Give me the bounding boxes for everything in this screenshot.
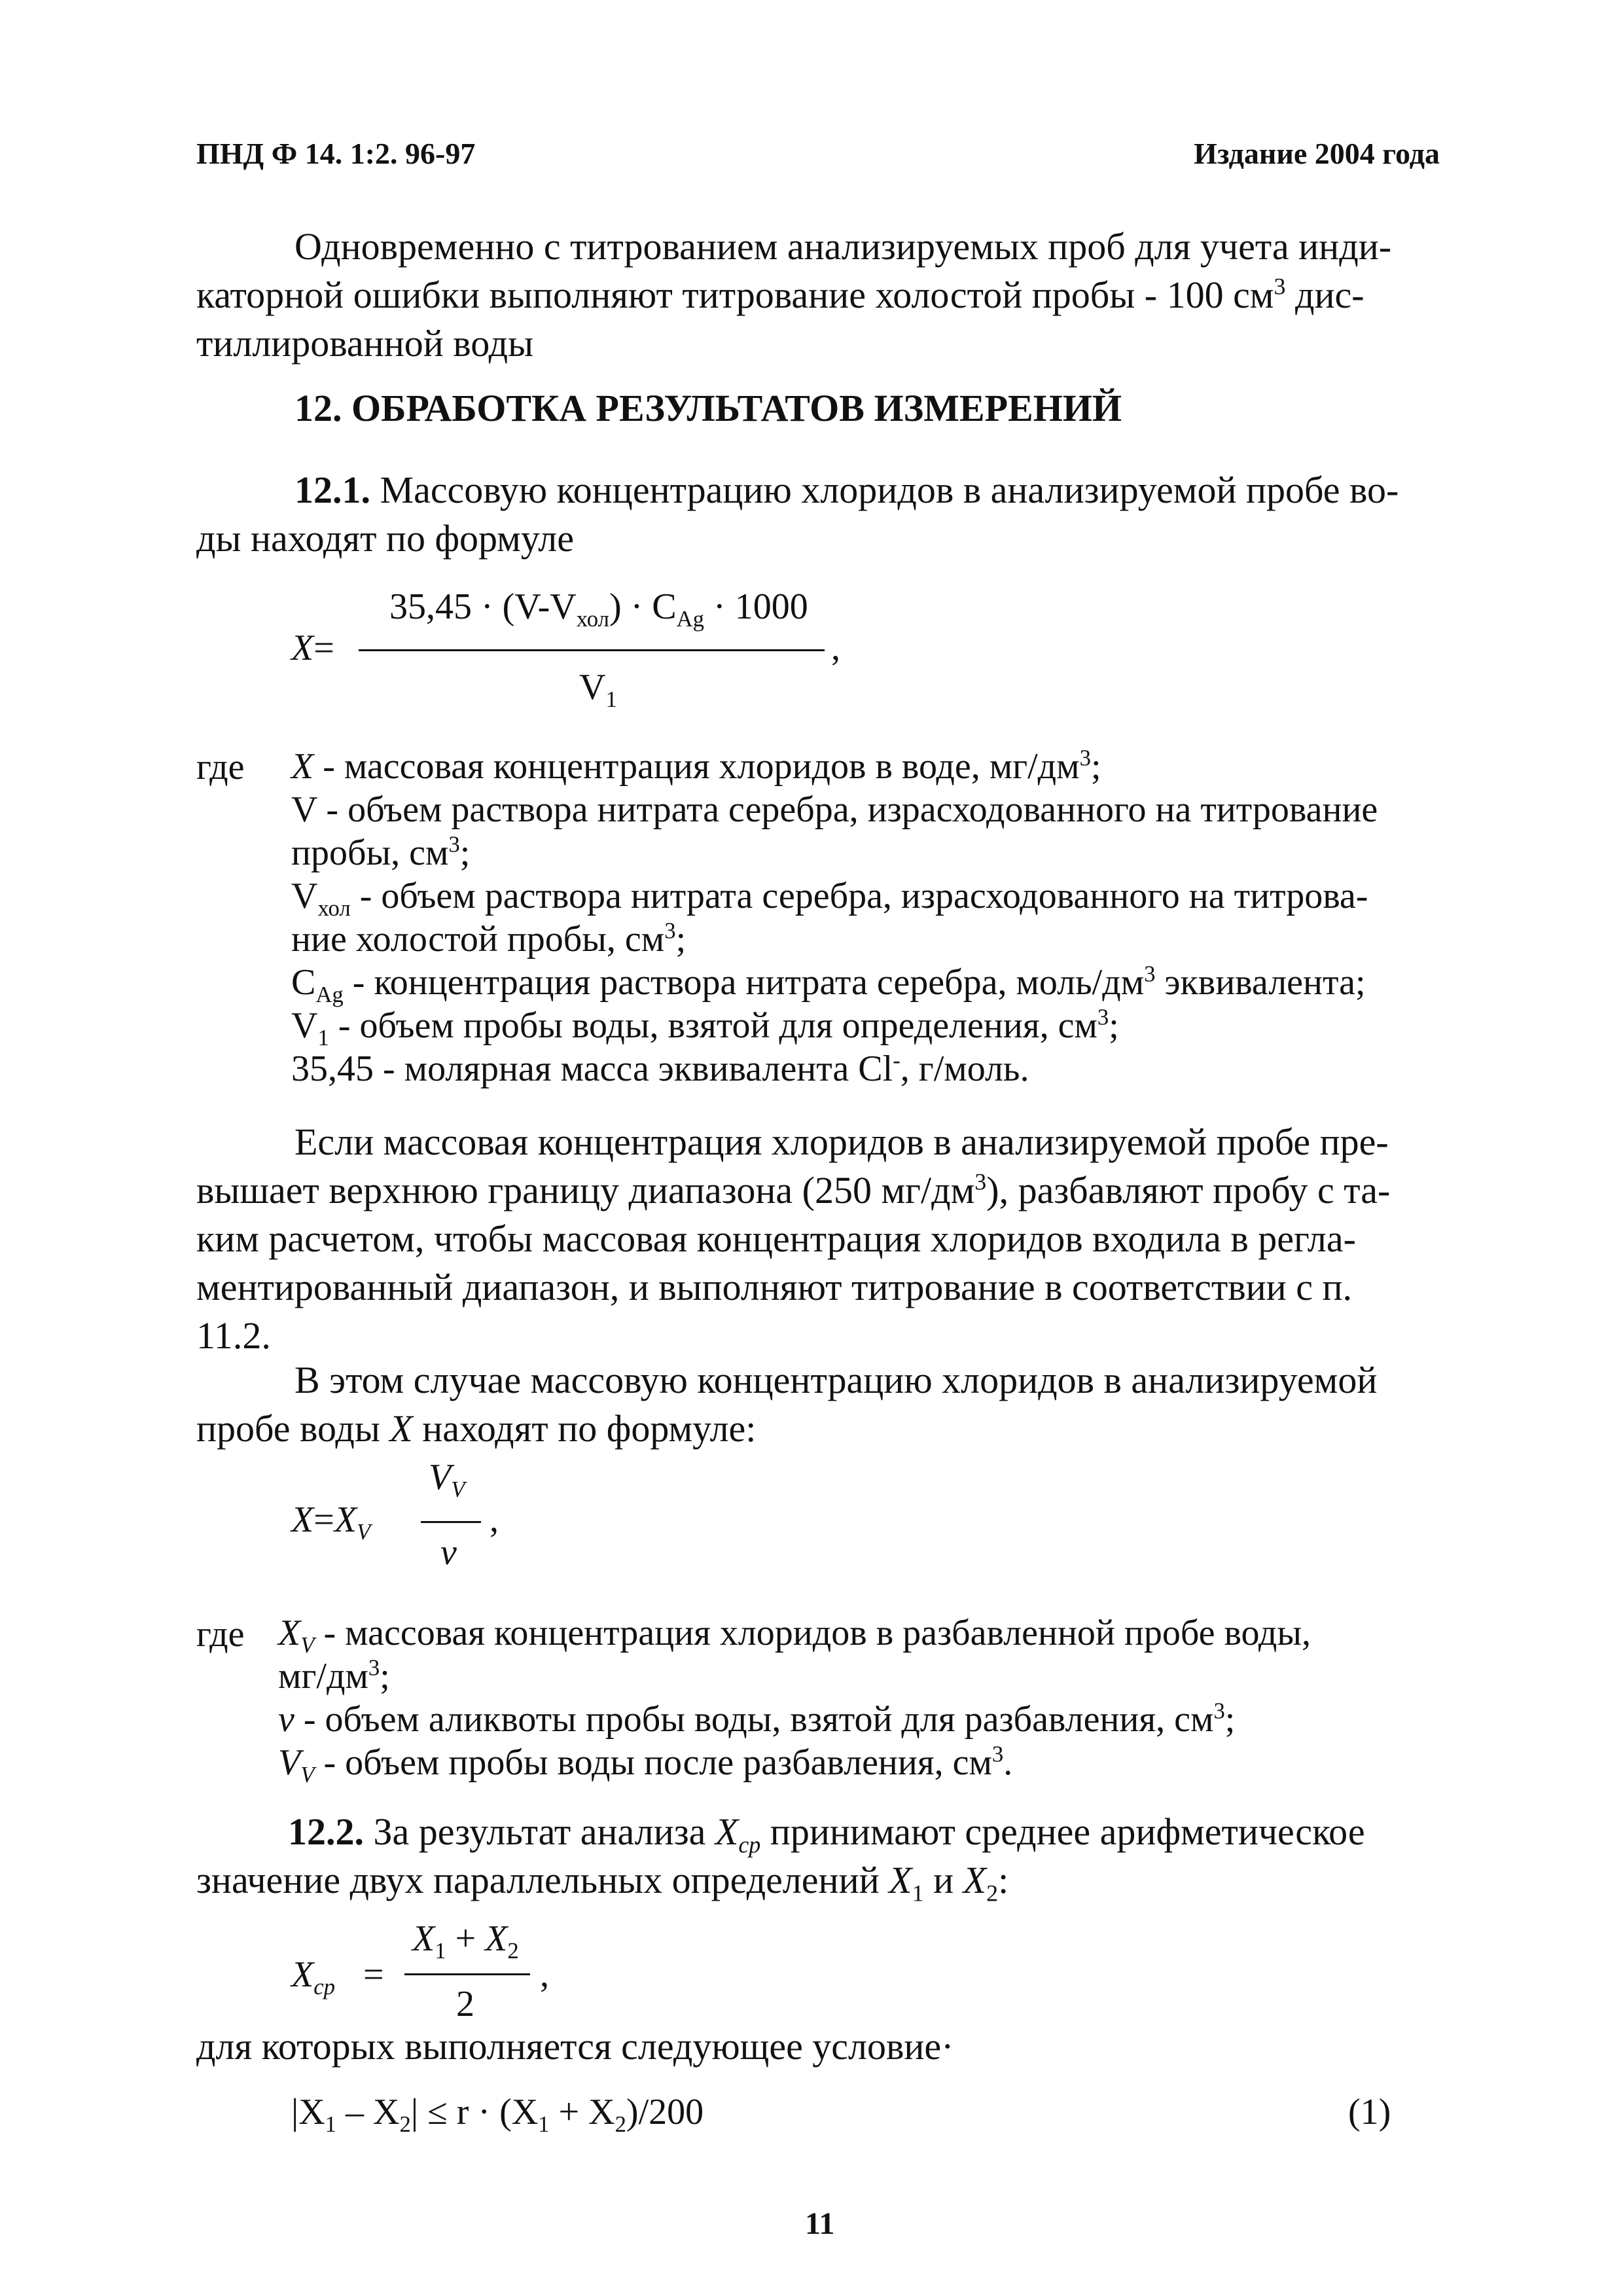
- formula3-denominator: 2: [456, 1984, 474, 2024]
- def-vv: $V_V$ - объем пробы воды после разбавления, $см^3$.: [278, 1741, 1013, 1788]
- page-number: 11: [805, 2206, 835, 2241]
- formula1-denominator: $V_1$: [579, 667, 617, 713]
- formula1-comma: ,: [831, 628, 840, 668]
- formula3-comma: ,: [540, 1954, 549, 1995]
- def-x: X - массовая концентрация хлоридов в воде, $мг/дм^3$;: [291, 745, 1101, 787]
- intro-paragraph: [196, 223, 1440, 368]
- case-line-1: В этом случае массовую концентрацию хлоридов в анализируемой: [294, 1359, 1378, 1401]
- formula-4: $|X_1 - X_2| \le r \cdot (X_1 + X_2)/200$: [291, 2092, 704, 2138]
- where-label-2: где: [196, 1614, 245, 1655]
- exceed-line-4: ментированный диапазон, и выполняют титрование в соответствии с п.: [196, 1266, 1352, 1308]
- def-vhol-line-1: $V_{хол}$ - объем раствора нитрата серебра, израсходованного на титрова-: [291, 876, 1368, 922]
- formula3-fraction-bar: [404, 1973, 530, 1975]
- exceed-line-2: вышает верхнюю границу диапазона (250 $мг/дм^3$), разбавляют пробу с та-: [196, 1168, 1391, 1211]
- equation-number: (1): [1348, 2092, 1391, 2132]
- document-code: ПНД Ф 14. 1:2. 96-97: [196, 137, 476, 170]
- formula2-numerator: $V_V$: [429, 1457, 465, 1503]
- def-molar-mass: 35,45 - молярная масса эквивалента Cl-, г/моль.: [291, 1047, 1029, 1089]
- formula2-denominator: v: [440, 1532, 457, 1573]
- def-cag: $C_{Ag}$ - концентрация раствора нитрата серебра, моль/$дм^3$ эквивалента;: [291, 961, 1366, 1008]
- def-xv: $X_V$ - массовая концентрация хлоридов в разбавленной пробе воды,: [278, 1613, 1311, 1659]
- intro-line-3: тиллированной воды: [196, 322, 534, 365]
- formula1-lhs: X=: [291, 628, 334, 668]
- formula3-lhs: $X_{ср}$: [291, 1954, 335, 2000]
- formula1-fraction-bar: [359, 649, 825, 651]
- formula2-comma: ,: [490, 1499, 499, 1540]
- def-v-line-2: пробы, $см^3$;: [291, 831, 471, 873]
- intro-line-2: каторной ошибки выполняют титрование холостой пробы - 100 $см^3$ дис-: [196, 273, 1364, 316]
- p122-line-1: 12.2. За результат анализа $X_{ср}$ принимают среднее арифметическое: [288, 1810, 1365, 1858]
- where-label-1: где: [196, 747, 245, 787]
- formula3-numerator: $X_1 + X_2$: [412, 1918, 519, 1964]
- paragraph-12-2: [196, 1808, 1440, 1905]
- exceed-line-5: 11.2.: [196, 1314, 271, 1357]
- def-xv-line-2: $мг/дм^3$;: [278, 1655, 390, 1696]
- formula2-lhs: $X=X_V$: [291, 1499, 371, 1545]
- definitions-1: [291, 745, 1443, 1090]
- def-v-aliquot: v - объем аликвоты пробы воды, взятой для разбавления, $см^3$;: [278, 1698, 1236, 1740]
- def-vhol-line-2: ние холостой пробы, $см^3$;: [291, 918, 687, 960]
- formula1-numerator: $35,45 \cdot (V-V_{хол}) \cdot C_{Ag} \cdot 1000$: [389, 586, 808, 632]
- paragraph-12-1: [196, 466, 1440, 563]
- formula2-fraction-bar: [421, 1521, 481, 1523]
- paragraph-exceed: [196, 1118, 1440, 1360]
- def-v-line-1: V - объем раствора нитрата серебра, израсходованного на титрование: [291, 789, 1378, 830]
- p122-line-2: значение двух параллельных определений $X_1$ и $X_2$:: [196, 1859, 1009, 1907]
- case-line-2: пробе воды X находят по формуле:: [196, 1407, 757, 1450]
- formula3-eq: =: [363, 1954, 384, 1995]
- section-heading: 12. ОБРАБОТКА РЕЗУЛЬТАТОВ ИЗМЕРЕНИЙ: [294, 387, 1122, 429]
- condition-text: для которых выполняется следующее условие·: [196, 2025, 954, 2068]
- p121-line-2: ды находят по формуле: [196, 517, 574, 560]
- paragraph-case: [196, 1356, 1440, 1453]
- intro-line-1: Одновременно с титрованием анализируемых проб для учета инди-: [294, 225, 1392, 268]
- exceed-line-3: ким расчетом, чтобы массовая концентрация хлоридов входила в регла-: [196, 1217, 1356, 1260]
- p121-line-1: 12.1. Массовую концентрацию хлоридов в анализируемой пробе во-: [294, 469, 1399, 511]
- edition-label: Издание 2004 года: [1194, 137, 1440, 170]
- exceed-line-1: Если массовая концентрация хлоридов в анализируемой пробе пре-: [294, 1121, 1389, 1163]
- def-v1: $V_1$ - объем пробы воды, взятой для определения, $см^3$;: [291, 1004, 1119, 1051]
- definitions-2: [278, 1611, 1443, 1788]
